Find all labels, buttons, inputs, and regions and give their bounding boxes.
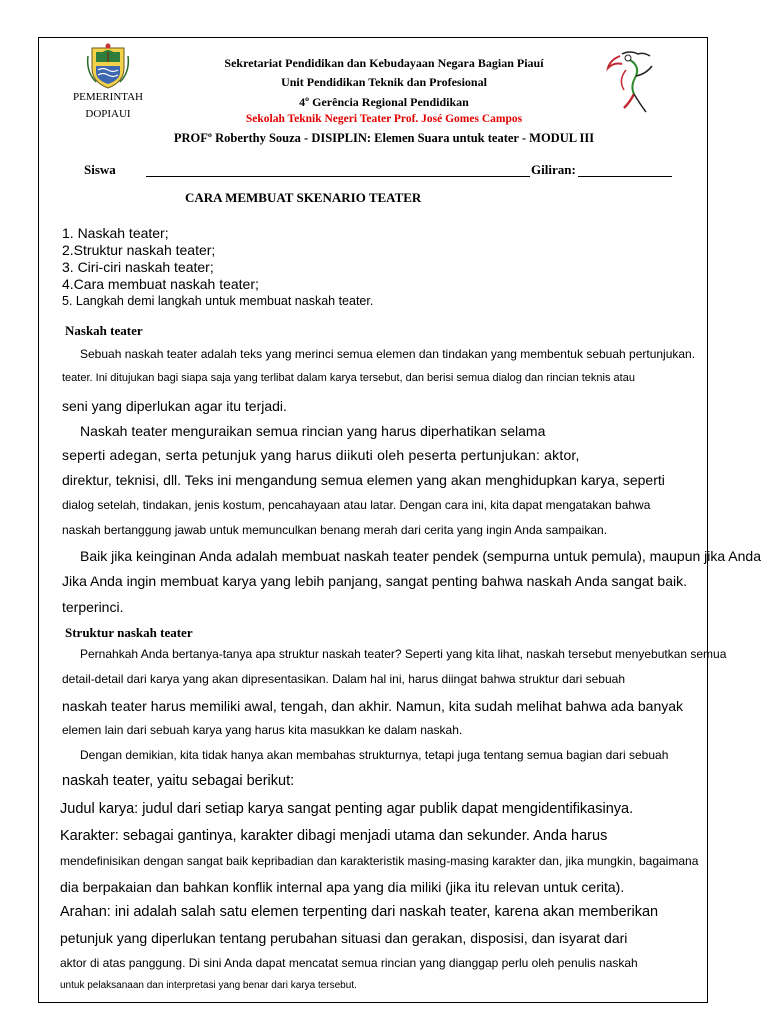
paragraph-line: terperinci. bbox=[62, 599, 124, 615]
paragraph-line: Arahan: ini adalah salah satu elemen terpenting dari naskah teater, karena akan memberikan bbox=[60, 904, 659, 920]
toc-item: 1. Naskah teater; bbox=[62, 225, 169, 241]
paragraph-line: untuk pelaksanaan dan interpretasi yang benar dari karya tersebut. bbox=[60, 980, 357, 991]
paragraph-line: Baik jika keinginan Anda adalah membuat naskah teater pendek (sempurna untuk pemula), maupun jika Anda bbox=[80, 548, 761, 564]
paragraph-line: Pernahkah Anda bertanya-tanya apa struktur naskah teater? Seperti yang kita lihat, naskah tersebut menyebutkan semua bbox=[80, 647, 727, 661]
paragraph-line: naskah teater harus memiliki awal, tengah, dan akhir. Namun, kita sudah melihat bahwa ada banyak bbox=[62, 698, 684, 714]
toc-item: 5. Langkah demi langkah untuk membuat naskah teater. bbox=[62, 294, 374, 308]
document-title: CARA MEMBUAT SKENARIO TEATER bbox=[185, 190, 422, 205]
siswa-label: Siswa bbox=[84, 162, 116, 177]
toc-item: 3. Ciri-ciri naskah teater; bbox=[62, 259, 214, 275]
section-heading-struktur: Struktur naskah teater bbox=[65, 625, 193, 640]
paragraph-line: Jika Anda ingin membuat karya yang lebih panjang, sangat penting bahwa naskah Anda sangat baik. bbox=[62, 573, 687, 589]
header-line3: 4º Gerência Regional Pendidikan bbox=[299, 95, 469, 109]
paragraph-line: aktor di atas panggung. Di sini Anda dapat mencatat semua rincian yang dianggap perlu oleh penulis naskah bbox=[60, 956, 638, 970]
header-line2: Unit Pendidikan Teknik dan Profesional bbox=[281, 75, 487, 89]
paragraph-line: dia berpakaian dan bahkan konflik internal apa yang dia miliki (jika itu relevan untuk cerita). bbox=[60, 879, 625, 895]
toc-item: 2.Struktur naskah teater; bbox=[62, 242, 216, 258]
section-heading-naskah-teater: Naskah teater bbox=[65, 323, 143, 338]
crest-caption-line1: PEMERINTAH bbox=[72, 91, 143, 103]
header-teacher-module: PROFº Roberthy Souza - DISIPLIN: Elemen Suara untuk teater - MODUL III bbox=[173, 131, 595, 145]
toc-item: 4.Cara membuat naskah teater; bbox=[62, 276, 259, 292]
paragraph-line: Naskah teater menguraikan semua rincian yang harus diperhatikan selama bbox=[80, 423, 546, 439]
header-school-name: Sekolah Teknik Negeri Teater Prof. José Gomes Campos bbox=[245, 113, 523, 125]
paragraph-line: seni yang diperlukan agar itu terjadi. bbox=[62, 398, 287, 414]
paragraph-line: petunjuk yang diperlukan tentang perubahan situasi dan gerakan, disposisi, dan isyarat dari bbox=[60, 930, 628, 946]
paragraph-line: Dengan demikian, kita tidak hanya akan membahas strukturnya, tetapi juga tentang semua bagian dari sebuah bbox=[80, 748, 669, 762]
paragraph-line: elemen lain dari sebuah karya yang harus kita masukkan ke dalam naskah. bbox=[62, 723, 463, 737]
paragraph-line: naskah teater, yaitu sebagai berikut: bbox=[62, 773, 295, 789]
paragraph-line: Karakter: sebagai gantinya, karakter dibagi menjadi utama dan sekunder. Anda harus bbox=[60, 828, 608, 844]
giliran-fill-line bbox=[578, 176, 672, 177]
giliran-label: Giliran: bbox=[531, 162, 576, 177]
paragraph-line: direktur, teknisi, dll. Teks ini mengandung semua elemen yang akan menghidupkan karya, seperti bbox=[62, 472, 665, 488]
paragraph-line: naskah bertanggung jawab untuk memunculkan benang merah dari cerita yang ingin Anda sampaikan. bbox=[62, 523, 608, 537]
siswa-fill-line bbox=[146, 176, 530, 177]
paragraph-line: teater. Ini ditujukan bagi siapa saja yang terlibat dalam karya tersebut, dan berisi semua dialog dan rincian teknis atau bbox=[62, 372, 635, 384]
header-line1: Sekretariat Pendidikan dan Kebudayaan Negara Bagian Piauí bbox=[224, 56, 544, 70]
paragraph-line: detail-detail dari karya yang akan dipresentasikan. Dalam hal ini, harus diingat bahwa struktur dari sebuah bbox=[62, 672, 625, 686]
paragraph-line: mendefinisikan dengan sangat baik kepribadian dan karakteristik masing-masing karakter dan, jika mungkin, bagaimana bbox=[60, 854, 699, 868]
paragraph-line: Judul karya: judul dari setiap karya sangat penting agar publik dapat mengidentifikasinya. bbox=[60, 801, 634, 817]
paragraph-line: dialog setelah, tindakan, jenis kostum, pencahayaan atau latar. Dengan cara ini, kita dapat mengatakan bahwa bbox=[62, 498, 651, 512]
crest-caption-line2: DOPIAUI bbox=[85, 108, 131, 120]
paragraph-line: Sebuah naskah teater adalah teks yang merinci semua elemen dan tindakan yang membentuk sebuah pertunjukan. bbox=[80, 347, 696, 361]
paragraph-line: seperti adegan, serta petunjuk yang harus diikuti oleh peserta pertunjukan: aktor, bbox=[62, 447, 580, 463]
